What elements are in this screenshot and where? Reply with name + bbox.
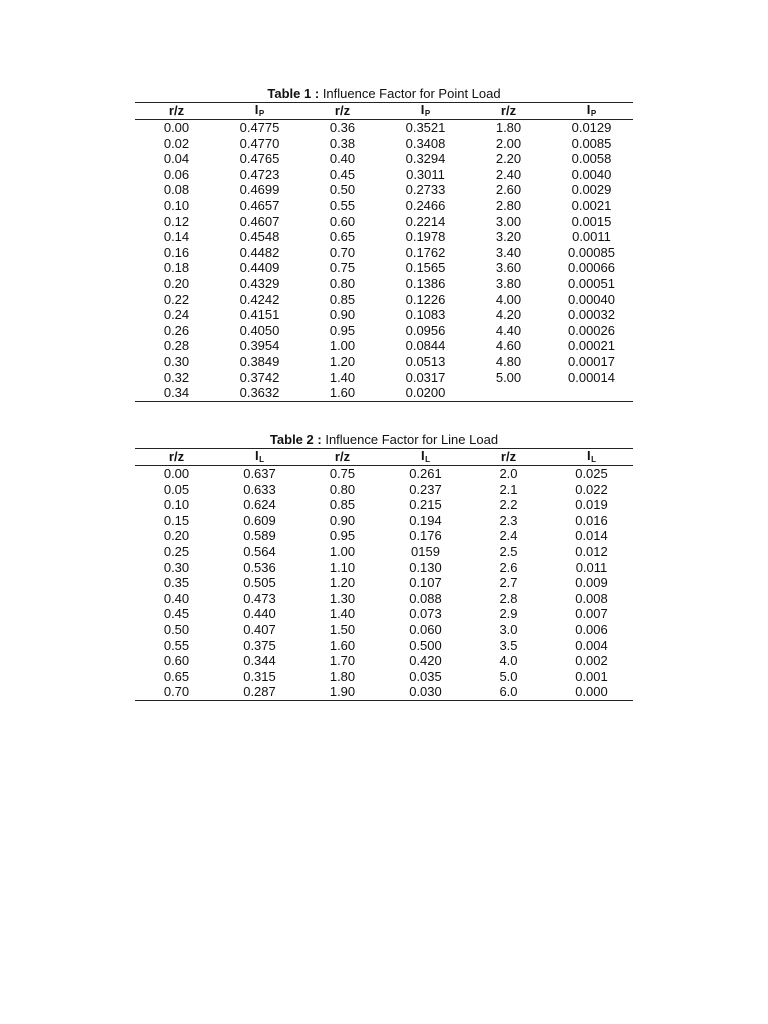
table-cell: 0.28 [163,338,190,354]
table-cell: 0.3294 [405,151,446,167]
table-2-caption-label: Table 2 : [269,432,322,447]
table-cell: 0.473 [243,590,276,606]
table-cell: 2.6 [499,559,518,575]
column-header [135,449,218,466]
table-cell: 0.344 [243,653,276,669]
column-header [467,103,550,120]
table-cell: 0.34 [163,385,190,401]
table-row [135,466,633,482]
table-cell: 0.22 [163,291,190,307]
table-cell: 0.15 [163,512,190,528]
table-cell: 0.407 [243,621,276,637]
table-2-body [135,466,633,701]
column-header-label: I [420,448,425,463]
table-row [135,354,633,370]
table-cell: 0.30 [163,353,190,369]
table-cell: 0.95 [329,528,356,544]
table-cell: 0.50 [163,621,190,637]
table-cell: 0.624 [243,497,276,513]
column-header-label: I [254,448,259,463]
table-cell: 2.7 [499,575,518,591]
table-cell: 0.4050 [239,322,280,338]
table-cell: 0.1083 [405,307,446,323]
table-cell: 3.20 [495,229,522,245]
column-header [384,449,467,466]
column-header-subscript: P [424,109,431,118]
table-cell: 0.4242 [239,291,280,307]
table-cell: 0.0129 [571,120,612,135]
table-row [135,292,633,308]
table-cell: 0.40 [329,151,356,167]
table-cell: 0.001 [575,668,608,684]
table-cell: 0.315 [243,668,276,684]
table-cell: 0.637 [243,466,276,481]
column-header-label: r/z [334,103,351,118]
table-cell: 2.1 [499,481,518,497]
column-header-label: I [254,102,259,117]
table-cell: 4.80 [495,353,522,369]
table-row [135,638,633,654]
table-row [135,684,633,700]
column-header-subscript: L [259,455,264,464]
table-cell: 0.0015 [571,213,612,229]
table-cell [467,385,550,401]
table-2-header-row [135,449,633,466]
table-2-caption-text: Influence Factor for Line Load [325,432,499,447]
table-cell: 6.0 [499,684,518,700]
table-cell: 0.4699 [239,182,280,198]
table-row [135,182,633,198]
table-cell: 0.80 [329,481,356,497]
table-row [135,323,633,339]
table-cell: 3.0 [499,621,518,637]
table-row [135,151,633,167]
table-cell: 0.00 [163,466,190,481]
table-cell: 0.0021 [571,197,612,213]
table-cell: 1.00 [329,338,356,354]
table-cell: 0.022 [575,481,608,497]
table-cell: 0.1565 [405,260,446,276]
table-cell: 0.00 [163,120,190,135]
table-cell: 4.60 [495,338,522,354]
table-cell: 0.10 [163,197,190,213]
table-cell: 0.16 [163,244,190,260]
table-cell: 4.40 [495,322,522,338]
table-cell: 0.4548 [239,229,280,245]
table-cell: 0.75 [329,260,356,276]
table-cell: 0.0011 [572,229,611,245]
table-cell: 0.194 [409,512,442,528]
table-cell: 2.9 [499,606,518,622]
table-1-caption-text: Influence Factor for Point Load [322,86,501,101]
table-cell: 0.3849 [239,353,280,369]
table-cell: 0.006 [575,621,608,637]
column-header-label: r/z [334,449,351,464]
table-row [135,385,633,401]
table-1-header-row [135,103,633,120]
table-cell: 0.70 [163,684,190,700]
table-cell: 0.12 [163,213,190,229]
table-cell: 2.0 [499,466,518,481]
column-header-subscript: L [591,455,596,464]
table-row [135,338,633,354]
table-cell: 0.35 [163,575,190,591]
table-cell: 0.55 [163,637,190,653]
table-cell: 0.90 [329,512,356,528]
table-row [135,544,633,560]
table-cell: 0.75 [329,466,356,481]
table-cell: 2.20 [495,151,522,167]
table-cell: 0.3954 [239,338,280,354]
table-cell: 1.00 [329,543,356,559]
table-cell: 0.00051 [568,275,615,291]
table-cell: 0.088 [409,590,442,606]
table-cell: 4.20 [495,307,522,323]
table-row [135,622,633,638]
table-cell: 0.609 [243,512,276,528]
column-header-subscript: P [258,109,265,118]
table-row [135,260,633,276]
table-row [135,575,633,591]
column-header-subscript: L [425,455,430,464]
table-cell: 0.10 [163,497,190,513]
table-cell: 0.011 [575,559,608,575]
column-header [218,103,301,120]
table-cell: 1.60 [329,637,356,653]
table-cell: 5.00 [495,369,522,385]
table-cell: 2.40 [495,166,522,182]
table-row [135,497,633,513]
column-header [467,449,550,466]
table-2-caption [135,432,633,448]
table-cell: 1.20 [329,353,356,369]
table-cell: 0.85 [329,497,356,513]
table-cell: 3.5 [499,637,518,653]
column-header [135,103,218,120]
table-cell: 3.00 [495,213,522,229]
table-cell: 2.2 [499,497,518,513]
table-cell: 0.176 [409,528,442,544]
table-cell: 0.00066 [568,260,615,276]
table-cell: 0.0085 [571,135,612,151]
table-cell: 0.000 [575,684,608,700]
table-cell: 0.633 [243,481,276,497]
table-cell: 0.073 [409,606,442,622]
table-row [135,167,633,183]
column-header-subscript: P [590,109,597,118]
table-cell: 0.0029 [571,182,612,198]
table-cell: 0.012 [575,543,608,559]
table-cell: 0.00085 [568,244,615,260]
table-1-caption [135,86,633,102]
table-cell: 0.00032 [568,307,615,323]
column-header-label: I [420,102,425,117]
table-cell: 0.0844 [405,338,446,354]
table-cell: 0.4765 [239,151,280,167]
table-cell: 0159 [411,543,440,559]
table-cell: 0.035 [409,668,442,684]
table-row [135,669,633,685]
table-cell: 1.10 [329,559,356,575]
table-cell: 0.30 [163,559,190,575]
table-2-line-load [135,432,633,701]
table-cell: 1.80 [495,120,522,135]
table-cell: 2.00 [495,135,522,151]
table-cell: 0.00014 [568,369,615,385]
table-cell: 0.2466 [405,197,446,213]
column-header-label: r/z [168,449,185,464]
table-cell: 0.00040 [568,291,615,307]
table-cell: 0.20 [163,528,190,544]
table-cell: 0.95 [329,322,356,338]
table-cell: 1.60 [329,385,356,401]
table-row [135,653,633,669]
table-cell: 0.505 [243,575,276,591]
table-cell: 0.40 [163,590,190,606]
table-cell: 0.08 [163,182,190,198]
table-cell: 0.50 [329,182,356,198]
table-row [135,606,633,622]
table-cell: 2.4 [499,528,518,544]
table-cell: 0.00021 [568,338,615,354]
table-cell: 0.009 [575,575,608,591]
table-cell: 3.60 [495,260,522,276]
table-cell: 0.26 [163,322,190,338]
table-cell: 1.40 [329,606,356,622]
table-cell: 0.1386 [405,275,446,291]
table-row [135,245,633,261]
table-cell: 0.90 [329,307,356,323]
table-cell: 0.3632 [239,385,280,401]
column-header [384,103,467,120]
table-cell: 0.420 [409,653,442,669]
table-1-point-load [135,86,633,402]
table-cell: 1.30 [329,590,356,606]
table-cell: 0.85 [329,291,356,307]
table-cell: 0.02 [163,135,190,151]
table-2-grid [135,448,633,701]
column-header [218,449,301,466]
table-cell: 0.215 [409,497,442,513]
table-cell: 0.4657 [239,197,280,213]
column-header-label: r/z [500,103,517,118]
table-cell: 0.1226 [405,291,446,307]
table-cell: 1.50 [329,621,356,637]
table-row [135,307,633,323]
table-cell: 0.3742 [239,369,280,385]
table-cell: 0.589 [243,528,276,544]
table-cell: 0.030 [409,684,442,700]
table-cell: 2.8 [499,590,518,606]
table-cell: 0.2214 [405,213,446,229]
table-cell: 0.014 [575,528,608,544]
table-row [135,482,633,498]
column-header [550,103,633,120]
table-cell: 0.2733 [405,182,446,198]
table-cell: 0.016 [575,512,608,528]
table-1-grid [135,102,633,402]
table-cell: 0.4409 [239,260,280,276]
table-cell: 0.375 [243,637,276,653]
table-cell: 0.237 [409,481,442,497]
table-cell: 2.60 [495,182,522,198]
table-cell: 0.04 [163,151,190,167]
table-cell: 0.261 [409,466,442,481]
table-cell: 0.0200 [405,385,446,401]
table-cell: 1.90 [329,684,356,700]
table-row [135,214,633,230]
table-cell: 0.45 [163,606,190,622]
table-cell: 0.20 [163,275,190,291]
table-cell: 0.36 [329,120,356,135]
table-cell: 0.4770 [239,135,280,151]
table-cell: 0.60 [163,653,190,669]
table-cell: 0.536 [243,559,276,575]
table-cell: 0.4151 [239,307,280,323]
table-cell: 0.002 [575,653,608,669]
table-cell: 0.0956 [405,322,446,338]
table-cell: 0.060 [409,621,442,637]
table-row [135,136,633,152]
table-cell: 1.40 [329,369,356,385]
table-cell: 0.45 [329,166,356,182]
table-cell: 0.32 [163,369,190,385]
table-cell: 0.3408 [405,135,446,151]
table-cell: 0.14 [163,229,190,245]
table-cell: 0.440 [243,606,276,622]
table-cell: 2.80 [495,197,522,213]
table-cell: 0.60 [329,213,356,229]
table-cell: 0.55 [329,197,356,213]
table-cell: 0.0040 [571,166,612,182]
table-cell: 0.4482 [239,244,280,260]
table-row [135,513,633,529]
table-cell [550,385,633,401]
table-cell: 0.65 [163,668,190,684]
table-cell: 0.3011 [406,166,445,182]
table-cell: 0.38 [329,135,356,151]
table-row [135,591,633,607]
column-header-label: I [586,448,591,463]
table-cell: 3.80 [495,275,522,291]
table-cell: 0.05 [163,481,190,497]
table-row [135,560,633,576]
table-cell: 0.4329 [239,275,280,291]
table-cell: 0.0058 [571,151,612,167]
table-cell: 0.80 [329,275,356,291]
table-cell: 0.24 [163,307,190,323]
table-cell: 0.287 [243,684,276,700]
table-cell: 1.20 [329,575,356,591]
column-header-label: r/z [500,449,517,464]
table-cell: 0.00026 [568,322,615,338]
table-cell: 0.06 [163,166,190,182]
table-cell: 1.80 [329,668,356,684]
table-cell: 0.1978 [405,229,446,245]
table-cell: 4.0 [499,653,518,669]
table-cell: 0.130 [409,559,442,575]
table-cell: 0.107 [409,575,442,591]
table-row [135,198,633,214]
table-cell: 4.00 [495,291,522,307]
table-cell: 0.1762 [405,244,446,260]
table-cell: 0.4723 [239,166,280,182]
column-header-label: r/z [168,103,185,118]
table-row [135,370,633,386]
table-cell: 0.00017 [568,353,615,369]
table-cell: 2.3 [499,512,518,528]
table-row [135,120,633,136]
table-cell: 0.3521 [405,120,446,135]
table-cell: 0.18 [163,260,190,276]
table-row [135,528,633,544]
table-1-body [135,120,633,402]
column-header [301,449,384,466]
table-cell: 0.0513 [405,353,446,369]
table-cell: 0.008 [575,590,608,606]
table-cell: 1.70 [329,653,356,669]
table-cell: 3.40 [495,244,522,260]
table-row [135,229,633,245]
table-cell: 2.5 [499,543,518,559]
table-cell: 0.019 [575,497,608,513]
table-cell: 0.4775 [239,120,280,135]
table-cell: 0.004 [575,637,608,653]
column-header [550,449,633,466]
table-cell: 0.0317 [405,369,446,385]
table-cell: 0.564 [243,543,276,559]
table-cell: 0.4607 [239,213,280,229]
table-row [135,276,633,292]
table-cell: 0.70 [329,244,356,260]
column-header-label: I [586,102,591,117]
table-cell: 0.007 [575,606,608,622]
table-cell: 0.65 [329,229,356,245]
table-cell: 0.25 [163,543,190,559]
table-cell: 0.025 [575,466,608,481]
table-cell: 0.500 [409,637,442,653]
table-1-caption-label: Table 1 : [267,86,320,101]
table-cell: 5.0 [499,668,518,684]
column-header [301,103,384,120]
